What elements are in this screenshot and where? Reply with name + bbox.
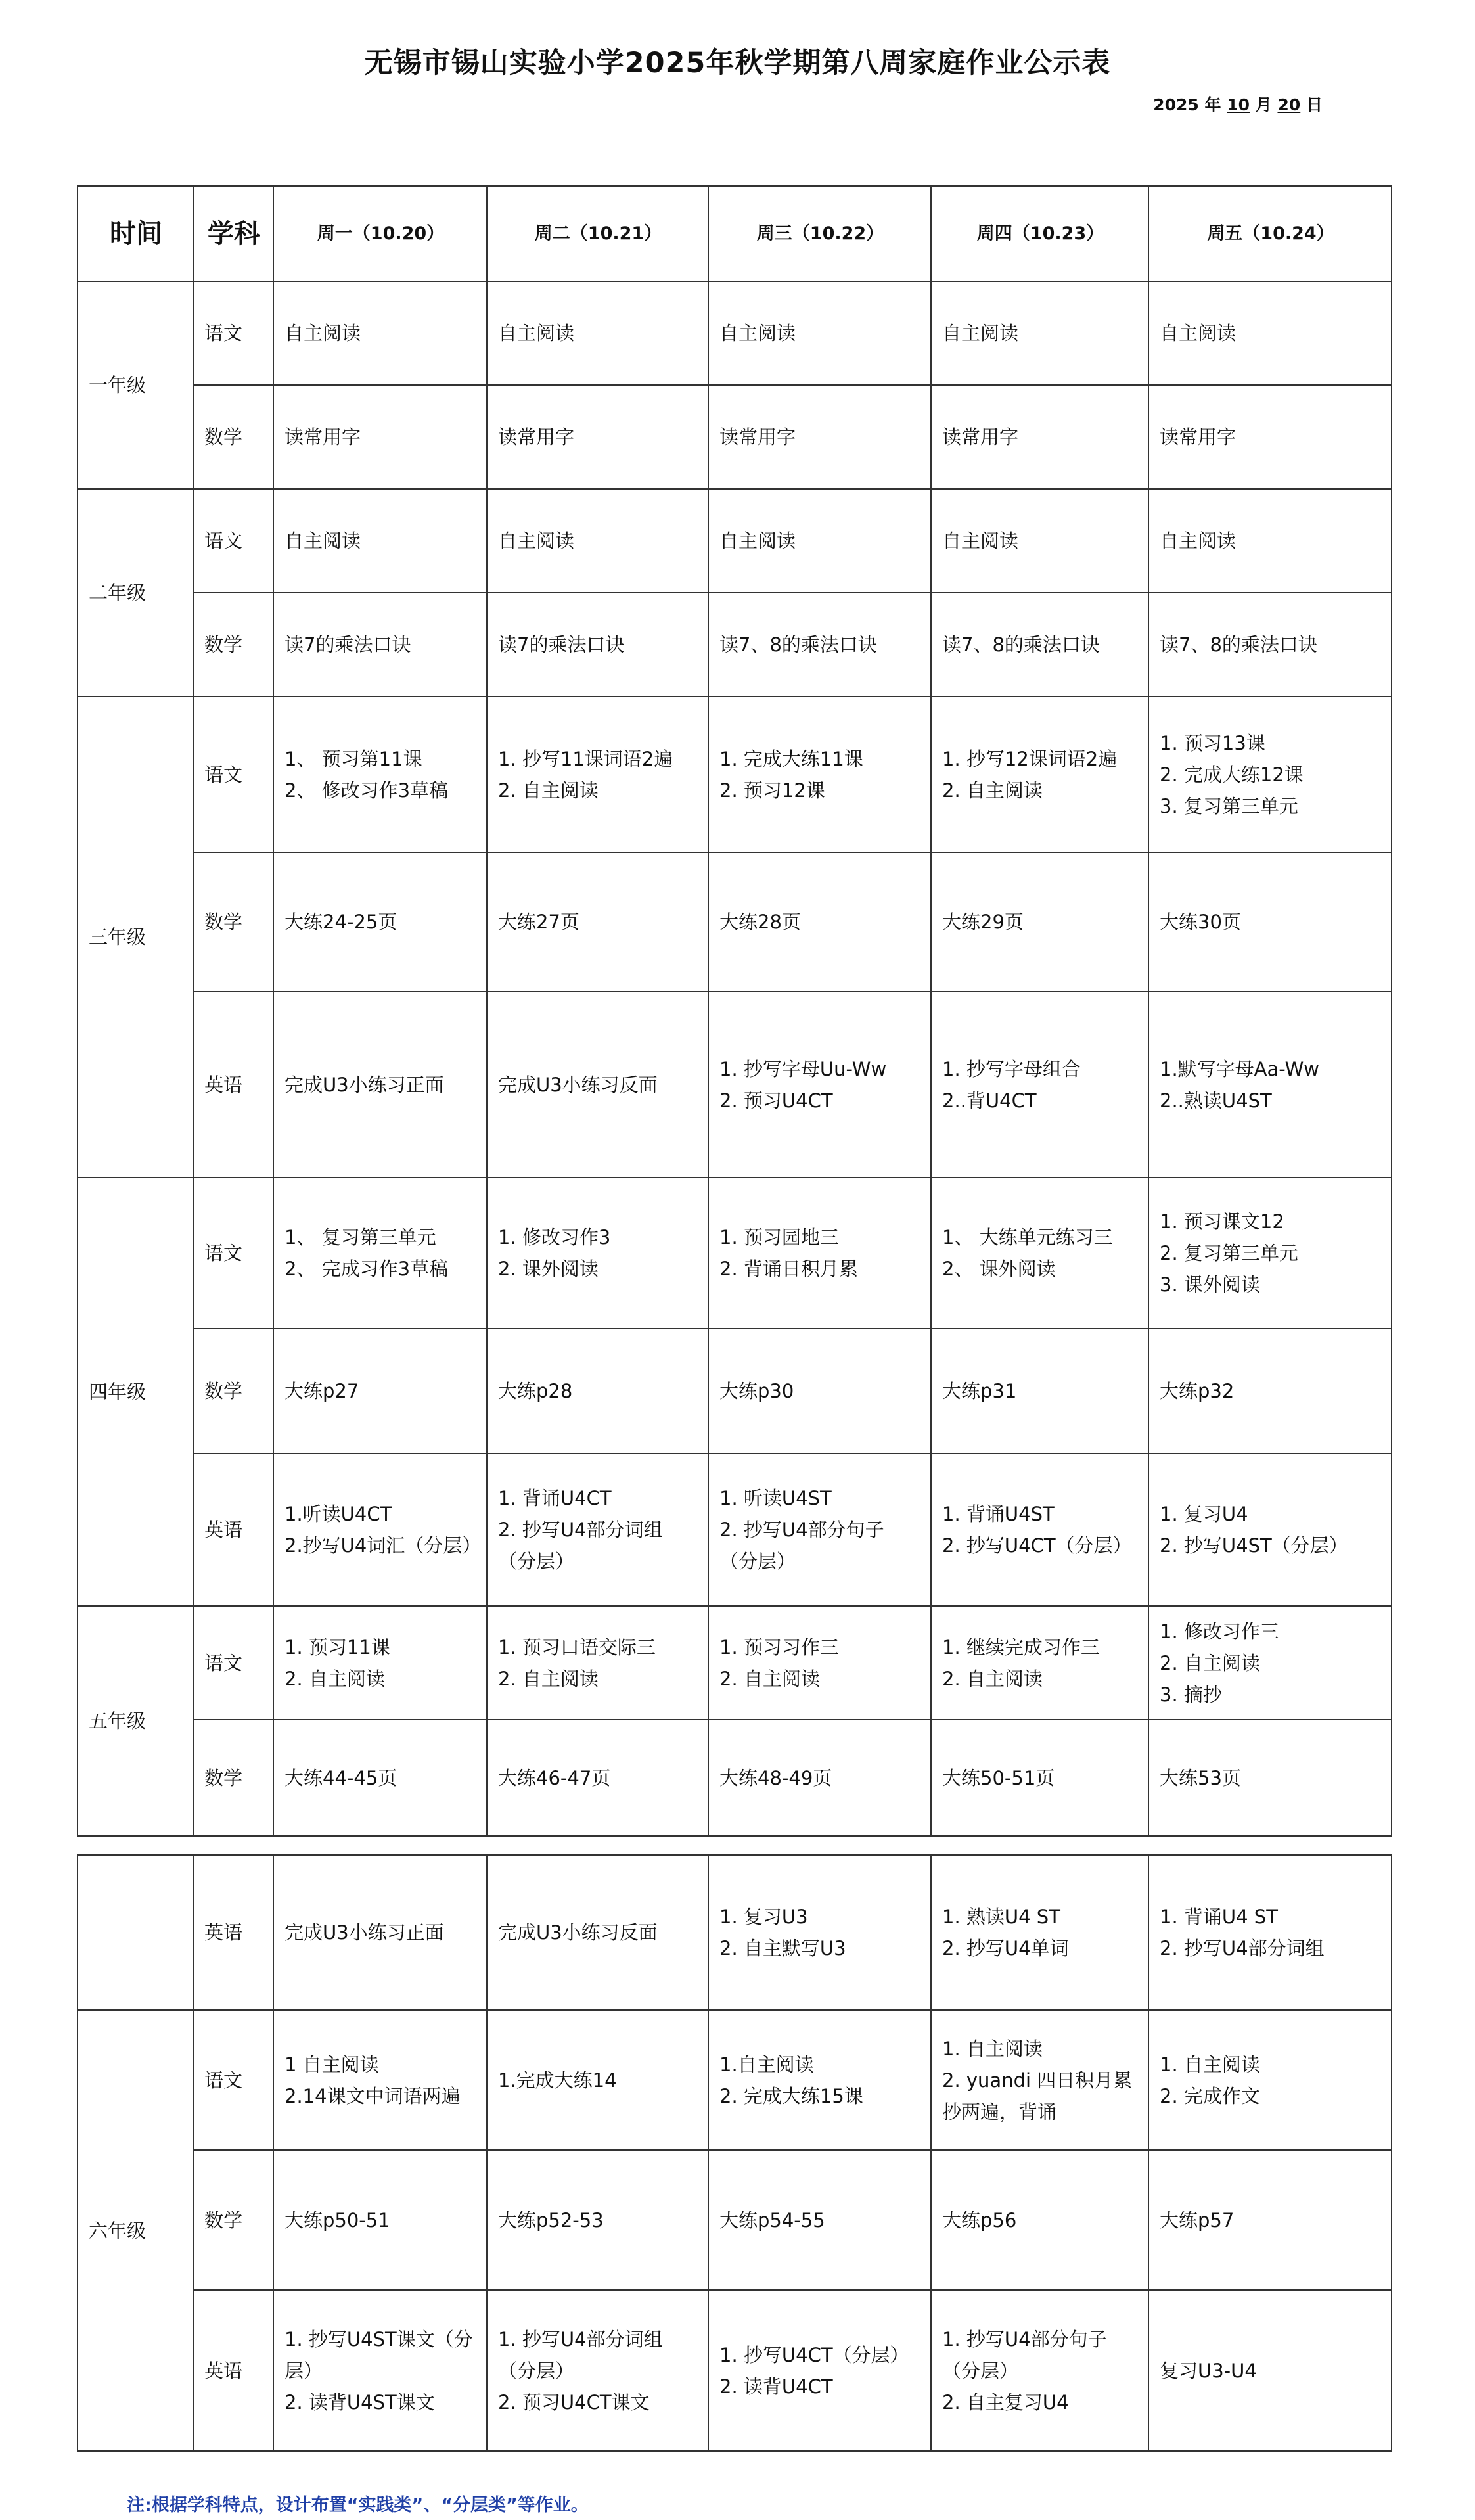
homework-cell: 自主阅读: [487, 281, 708, 385]
date-year-unit: 年: [1204, 95, 1221, 114]
homework-cell: 1. 背诵U4ST 2. 抄写U4CT（分层）: [931, 1454, 1148, 1606]
table-row: [78, 2150, 1392, 2290]
grade-label: 四年级: [78, 1178, 193, 1606]
homework-cell: 读7的乘法口诀: [273, 593, 487, 697]
table-row: [78, 852, 1392, 992]
homework-cell: 1. 修改习作三 2. 自主阅读 3. 摘抄: [1148, 1606, 1392, 1720]
homework-cell: 1. 自主阅读 2. yuandi 四日积月累抄两遍，背诵: [931, 2010, 1148, 2150]
homework-cell: 1.完成大练14: [487, 2010, 708, 2150]
homework-cell: 读常用字: [487, 385, 708, 489]
homework-cell: 自主阅读: [708, 281, 931, 385]
homework-cell: 1. 抄写字母组合 2..背U4CT: [931, 992, 1148, 1178]
homework-cell: 大练p57: [1148, 2150, 1392, 2290]
homework-cell: 1. 抄写U4ST课文（分层） 2. 读背U4ST课文: [273, 2290, 487, 2451]
grade-label: 六年级: [78, 2010, 193, 2451]
homework-cell: 完成U3小练习正面: [273, 1855, 487, 2010]
subject-label: 数学: [193, 852, 273, 992]
homework-cell: 1. 预习课文12 2. 复习第三单元 3. 课外阅读: [1148, 1178, 1392, 1329]
homework-cell: 1.听读U4CT 2.抄写U4词汇（分层）: [273, 1454, 487, 1606]
homework-cell: 1. 预习13课 2. 完成大练12课 3. 复习第三单元: [1148, 697, 1392, 852]
homework-cell: 1. 预习口语交际三 2. 自主阅读: [487, 1606, 708, 1720]
homework-cell: 1. 自主阅读 2. 完成作文: [1148, 2010, 1392, 2150]
homework-cell: 大练28页: [708, 852, 931, 992]
homework-cell: 大练p50-51: [273, 2150, 487, 2290]
homework-cell: 1.默写字母Aa-Ww 2..熟读U4ST: [1148, 992, 1392, 1178]
table-row: [78, 2290, 1392, 2451]
table-row: [78, 697, 1392, 852]
page-title: 无锡市锡山实验小学2025年秋学期第八周家庭作业公示表: [364, 47, 1111, 80]
footer-note: 注:根据学科特点，设计布置“实践类”、“分层类”等作业。: [127, 2495, 589, 2515]
subject-label: 数学: [193, 2150, 273, 2290]
homework-cell: 完成U3小练习反面: [487, 992, 708, 1178]
homework-cell: 1、 预习第11课 2、 修改习作3草稿: [273, 697, 487, 852]
subject-label: 语文: [193, 2010, 273, 2150]
table-row: [78, 1454, 1392, 1606]
col-header-day: 周四（10.23）: [931, 186, 1148, 281]
homework-cell: 大练48-49页: [708, 1720, 931, 1836]
date-day-unit: 日: [1305, 95, 1323, 114]
homework-cell: 大练27页: [487, 852, 708, 992]
subject-label: 英语: [193, 992, 273, 1178]
homework-cell: 自主阅读: [931, 489, 1148, 593]
date-year: 2025: [1153, 95, 1199, 114]
date-month: 10: [1227, 95, 1250, 114]
homework-cell: 1. 熟读U4 ST 2. 抄写U4单词: [931, 1855, 1148, 2010]
col-header-day: 周一（10.20）: [273, 186, 487, 281]
table-row: [78, 1606, 1392, 1720]
table-row: [78, 1329, 1392, 1454]
homework-cell: 读7、8的乘法口诀: [931, 593, 1148, 697]
table-row: [78, 489, 1392, 593]
homework-cell: 1 自主阅读 2.14课文中词语两遍: [273, 2010, 487, 2150]
homework-cell: 自主阅读: [931, 281, 1148, 385]
subject-label: 数学: [193, 385, 273, 489]
homework-cell: 大练p56: [931, 2150, 1148, 2290]
homework-cell: 大练p54-55: [708, 2150, 931, 2290]
homework-cell: 读常用字: [931, 385, 1148, 489]
homework-cell: 1. 预习园地三 2. 背诵日积月累: [708, 1178, 931, 1329]
date-day: 20: [1277, 95, 1301, 114]
homework-cell: 自主阅读: [708, 489, 931, 593]
homework-cell: 自主阅读: [273, 281, 487, 385]
homework-cell: 大练p27: [273, 1329, 487, 1454]
date-month-unit: 月: [1255, 95, 1272, 114]
homework-cell: 1、 大练单元练习三 2、 课外阅读: [931, 1178, 1148, 1329]
col-header-time: 时间: [78, 186, 193, 281]
homework-cell: 大练p52-53: [487, 2150, 708, 2290]
homework-table-continued: [77, 1854, 1392, 2452]
homework-cell: 1. 预习习作三 2. 自主阅读: [708, 1606, 931, 1720]
homework-cell: 1. 修改习作3 2. 课外阅读: [487, 1178, 708, 1329]
homework-cell: 大练29页: [931, 852, 1148, 992]
homework-cell: 1. 听读U4ST 2. 抄写U4部分句子（分层）: [708, 1454, 931, 1606]
homework-cell: 大练p31: [931, 1329, 1148, 1454]
homework-cell: 自主阅读: [487, 489, 708, 593]
homework-cell: 大练30页: [1148, 852, 1392, 992]
grade-label: 二年级: [78, 489, 193, 697]
header-row: [78, 186, 1392, 281]
table-row: [78, 1855, 1392, 2010]
homework-cell: 大练50-51页: [931, 1720, 1148, 1836]
table-row: [78, 1178, 1392, 1329]
homework-cell: 1. 抄写12课词语2遍 2. 自主阅读: [931, 697, 1148, 852]
col-header-day: 周二（10.21）: [487, 186, 708, 281]
table-row: [78, 1720, 1392, 1836]
table-row: [78, 2010, 1392, 2150]
homework-cell: 大练46-47页: [487, 1720, 708, 1836]
homework-cell: 自主阅读: [273, 489, 487, 593]
homework-cell: 1. 背诵U4 ST 2. 抄写U4部分词组: [1148, 1855, 1392, 2010]
table-row: [78, 593, 1392, 697]
subject-label: 数学: [193, 1720, 273, 1836]
grade-label: 三年级: [78, 697, 193, 1178]
homework-cell: 1. 复习U3 2. 自主默写U3: [708, 1855, 931, 2010]
homework-cell: 1. 抄写U4部分句子（分层） 2. 自主复习U4: [931, 2290, 1148, 2451]
table-row: [78, 992, 1392, 1178]
homework-cell: 大练44-45页: [273, 1720, 487, 1836]
subject-label: 数学: [193, 1329, 273, 1454]
subject-label: 语文: [193, 1606, 273, 1720]
homework-cell: 读常用字: [273, 385, 487, 489]
homework-cell: 1. 完成大练11课 2. 预习12课: [708, 697, 931, 852]
homework-cell: 大练53页: [1148, 1720, 1392, 1836]
homework-cell: 大练p28: [487, 1329, 708, 1454]
homework-cell: 1. 背诵U4CT 2. 抄写U4部分词组（分层）: [487, 1454, 708, 1606]
homework-cell: 大练p30: [708, 1329, 931, 1454]
homework-cell: 自主阅读: [1148, 489, 1392, 593]
homework-cell: 1. 预习11课 2. 自主阅读: [273, 1606, 487, 1720]
table-row: [78, 385, 1392, 489]
table-row: [78, 281, 1392, 385]
subject-label: 语文: [193, 1178, 273, 1329]
subject-label: 英语: [193, 1855, 273, 2010]
homework-cell: 1. 抄写11课词语2遍 2. 自主阅读: [487, 697, 708, 852]
homework-cell: 大练24-25页: [273, 852, 487, 992]
homework-cell: 1.自主阅读 2. 完成大练15课: [708, 2010, 931, 2150]
homework-cell: 1. 抄写U4部分词组（分层） 2. 预习U4CT课文: [487, 2290, 708, 2451]
homework-cell: 1. 抄写字母Uu-Ww 2. 预习U4CT: [708, 992, 931, 1178]
grade-label: 一年级: [78, 281, 193, 489]
homework-cell: 完成U3小练习反面: [487, 1855, 708, 2010]
grade-label-empty: [78, 1855, 193, 2010]
homework-table-main: [77, 185, 1392, 1837]
homework-cell: 读7的乘法口诀: [487, 593, 708, 697]
subject-label: 语文: [193, 281, 273, 385]
publish-date: [1153, 92, 1323, 116]
homework-cell: 读常用字: [1148, 385, 1392, 489]
homework-cell: 1. 继续完成习作三 2. 自主阅读: [931, 1606, 1148, 1720]
homework-cell: 读7、8的乘法口诀: [1148, 593, 1392, 697]
homework-cell: 自主阅读: [1148, 281, 1392, 385]
homework-cell: 1、 复习第三单元 2、 完成习作3草稿: [273, 1178, 487, 1329]
col-header-day: 周五（10.24）: [1148, 186, 1392, 281]
homework-cell: 1. 复习U4 2. 抄写U4ST（分层）: [1148, 1454, 1392, 1606]
homework-cell: 1. 抄写U4CT（分层） 2. 读背U4CT: [708, 2290, 931, 2451]
homework-cell: 读7、8的乘法口诀: [708, 593, 931, 697]
grade-label: 五年级: [78, 1606, 193, 1836]
homework-cell: 复习U3-U4: [1148, 2290, 1392, 2451]
col-header-day: 周三（10.22）: [708, 186, 931, 281]
subject-label: 数学: [193, 593, 273, 697]
subject-label: 语文: [193, 697, 273, 852]
col-header-subject: 学科: [193, 186, 273, 281]
subject-label: 英语: [193, 2290, 273, 2451]
subject-label: 语文: [193, 489, 273, 593]
subject-label: 英语: [193, 1454, 273, 1606]
homework-cell: 完成U3小练习正面: [273, 992, 487, 1178]
homework-cell: 读常用字: [708, 385, 931, 489]
homework-cell: 大练p32: [1148, 1329, 1392, 1454]
